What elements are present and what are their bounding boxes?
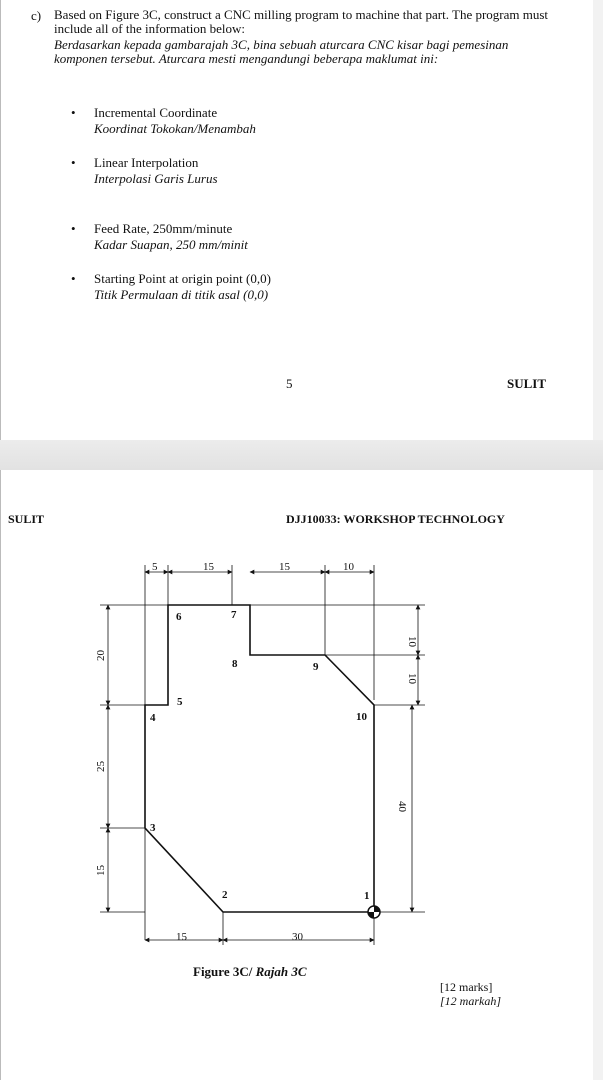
point-label-3: 3 [150, 822, 156, 834]
question-text-malay: Berdasarkan kepada gambarajah 3C, bina sebuah aturcara CNC kisar bagi pemesinan komponen tersebut. Aturcara mesti mengandungi beberapa maklumat ini: [54, 37, 509, 66]
point-label-7: 7 [231, 609, 237, 621]
bullet-icon: • [71, 155, 76, 170]
dim-right-1: 10 [406, 636, 418, 647]
marks-allocation [440, 980, 501, 1008]
caption-malay: Rajah 3C [255, 964, 307, 979]
dim-top-4: 10 [343, 561, 354, 573]
dim-left-2: 25 [95, 761, 107, 772]
point-label-1: 1 [364, 890, 370, 902]
dim-bottom-2: 30 [292, 931, 303, 943]
marks-english: [12 marks] [440, 980, 493, 994]
requirement-english: Feed Rate, 250mm/minute [94, 221, 233, 236]
bullet-icon: • [71, 105, 76, 120]
marks-malay: [12 markah] [440, 994, 502, 1008]
point-label-4: 4 [150, 712, 156, 724]
page-number: 5 [286, 376, 293, 391]
dim-top-1: 5 [152, 561, 158, 573]
origin-icon [368, 906, 380, 918]
part-profile [145, 605, 374, 912]
requirement-malay: Koordinat Tokokan/Menambah [94, 121, 256, 136]
dim-top-2: 15 [203, 561, 214, 573]
point-label-6: 6 [176, 611, 182, 623]
point-label-8: 8 [232, 658, 238, 670]
dim-left-1: 20 [95, 650, 107, 661]
dim-bottom-1: 15 [176, 931, 187, 943]
requirement-malay: Titik Permulaan di titik asal (0,0) [94, 287, 269, 302]
dim-top-3: 15 [279, 561, 290, 573]
dim-right-3: 40 [396, 801, 408, 812]
requirement-english: Starting Point at origin point (0,0) [94, 271, 271, 286]
bullet-icon: • [71, 221, 76, 236]
point-label-9: 9 [313, 661, 319, 673]
dim-left-3: 15 [95, 865, 107, 876]
question-text-english: Based on Figure 3C, construct a CNC milling program to machine that part. The program must include all of the information below: [54, 7, 549, 36]
dim-right-2: 10 [406, 673, 418, 684]
point-label-10: 10 [356, 711, 367, 723]
point-label-5: 5 [177, 696, 183, 708]
course-header: DJJ10033: WORKSHOP TECHNOLOGY [286, 512, 505, 526]
question-label: c) [31, 8, 42, 23]
requirement-malay: Interpolasi Garis Lurus [94, 171, 218, 186]
bullet-icon: • [71, 271, 76, 286]
requirement-malay: Kadar Suapan, 250 mm/minit [94, 237, 248, 252]
caption-english: Figure 3C/ [193, 964, 256, 979]
requirement-english: Linear Interpolation [94, 155, 199, 170]
classification-header: SULIT [8, 512, 45, 526]
requirement-english: Incremental Coordinate [94, 105, 218, 120]
point-label-2: 2 [222, 889, 228, 901]
figure-caption [193, 964, 307, 980]
classification-footer: SULIT [507, 376, 547, 391]
